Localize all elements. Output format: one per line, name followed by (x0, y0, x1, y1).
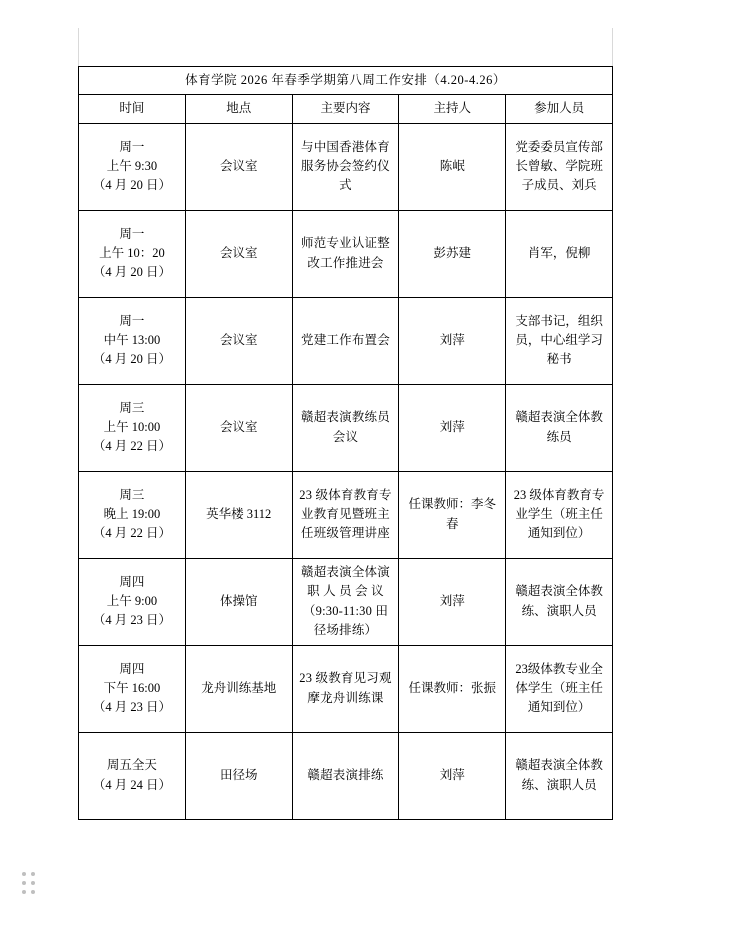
cell-place: 英华楼 3112 (185, 471, 292, 558)
time-line: 周五全天 (106, 758, 157, 773)
cell-place: 会议室 (185, 210, 292, 297)
cell-time (79, 210, 186, 297)
time-line: （4 月 22 日） (92, 526, 171, 541)
cell-topic: 23 级教育见习观摩龙舟训练课 (292, 645, 399, 732)
time-line: 周一 (119, 139, 145, 154)
time-line: 晚上 19:00 (103, 507, 161, 522)
time-line: 上午 9:00 (106, 594, 158, 609)
cell-place: 体操馆 (185, 558, 292, 645)
time-line: 周一 (119, 313, 145, 328)
cell-topic: 赣超表演排练 (292, 732, 399, 819)
table-row (79, 471, 613, 558)
time-line: （4 月 20 日） (92, 265, 171, 280)
cell-place: 会议室 (185, 123, 292, 210)
cell-time (79, 384, 186, 471)
table-row (79, 732, 613, 819)
column-header-host: 主持人 (399, 95, 506, 123)
cell-people: 赣超表演全体教练员 (506, 384, 613, 471)
cell-topic: 与中国香港体育服务协会签约仪式 (292, 123, 399, 210)
time-line: 下午 16:00 (103, 681, 161, 696)
cell-host: 刘萍 (399, 297, 506, 384)
cell-people: 赣超表演全体教练、演职人员 (506, 558, 613, 645)
table-row (79, 210, 613, 297)
cell-place: 会议室 (185, 384, 292, 471)
cell-host: 任课教师：张振 (399, 645, 506, 732)
time-line: （4 月 23 日） (92, 613, 171, 628)
cell-people: 肖军，倪柳 (506, 210, 613, 297)
time-line: 上午 10:00 (103, 420, 161, 435)
document-title: 体育学院 2026 年春季学期第八周工作安排（4.20-4.26） (79, 67, 613, 95)
table-row (79, 645, 613, 732)
cell-topic: 党建工作布置会 (292, 297, 399, 384)
cell-topic: 赣超表演全体演职 人 员 会 议（9:30-11:30 田径场排练） (292, 558, 399, 645)
table-row (79, 384, 613, 471)
time-line: 周三 (119, 400, 145, 415)
cell-host: 彭苏建 (399, 210, 506, 297)
table-row (79, 123, 613, 210)
cell-host: 陈岷 (399, 123, 506, 210)
time-line: 周四 (119, 574, 145, 589)
column-header-place: 地点 (185, 95, 292, 123)
time-line: （4 月 24 日） (92, 777, 171, 792)
time-line: （4 月 20 日） (92, 352, 171, 367)
table-title-row (79, 67, 613, 95)
time-line: 上午 9:30 (106, 159, 158, 174)
column-header-time: 时间 (79, 95, 186, 123)
cell-time (79, 471, 186, 558)
cell-topic: 23 级体育教育专业教育见暨班主任班级管理讲座 (292, 471, 399, 558)
time-line: 周一 (119, 226, 145, 241)
cell-people: 党委委员宣传部长曾敏、学院班子成员、刘兵 (506, 123, 613, 210)
work-schedule-table (78, 66, 613, 820)
cell-people: 支部书记，组织员，中心组学习秘书 (506, 297, 613, 384)
column-header-people: 参加人员 (506, 95, 613, 123)
cell-topic: 师范专业认证整改工作推进会 (292, 210, 399, 297)
time-line: 上午 10：20 (99, 246, 165, 261)
cell-people: 23级体教专业全体学生（班主任通知到位） (506, 645, 613, 732)
cell-place: 田径场 (185, 732, 292, 819)
time-line: （4 月 22 日） (92, 439, 171, 454)
cell-time (79, 558, 186, 645)
time-line: （4 月 20 日） (92, 178, 171, 193)
drag-handle-dots-icon[interactable] (22, 872, 40, 898)
time-line: 周四 (119, 661, 145, 676)
table-row (79, 558, 613, 645)
cell-place: 龙舟训练基地 (185, 645, 292, 732)
cell-time (79, 123, 186, 210)
cell-host: 刘萍 (399, 384, 506, 471)
cell-people: 23 级体育教育专业学生（班主任通知到位） (506, 471, 613, 558)
cell-host: 刘萍 (399, 732, 506, 819)
column-header-topic: 主要内容 (292, 95, 399, 123)
document-body (78, 66, 613, 820)
table-row (79, 297, 613, 384)
cell-host: 任课教师：李冬春 (399, 471, 506, 558)
cell-host: 刘萍 (399, 558, 506, 645)
time-line: 周三 (119, 487, 145, 502)
time-line: 中午 13:00 (103, 333, 161, 348)
cell-topic: 赣超表演教练员会议 (292, 384, 399, 471)
cell-place: 会议室 (185, 297, 292, 384)
cell-time (79, 732, 186, 819)
table-header-row (79, 95, 613, 123)
cell-time (79, 645, 186, 732)
time-line: （4 月 23 日） (92, 700, 171, 715)
cell-people: 赣超表演全体教练、演职人员 (506, 732, 613, 819)
cell-time (79, 297, 186, 384)
